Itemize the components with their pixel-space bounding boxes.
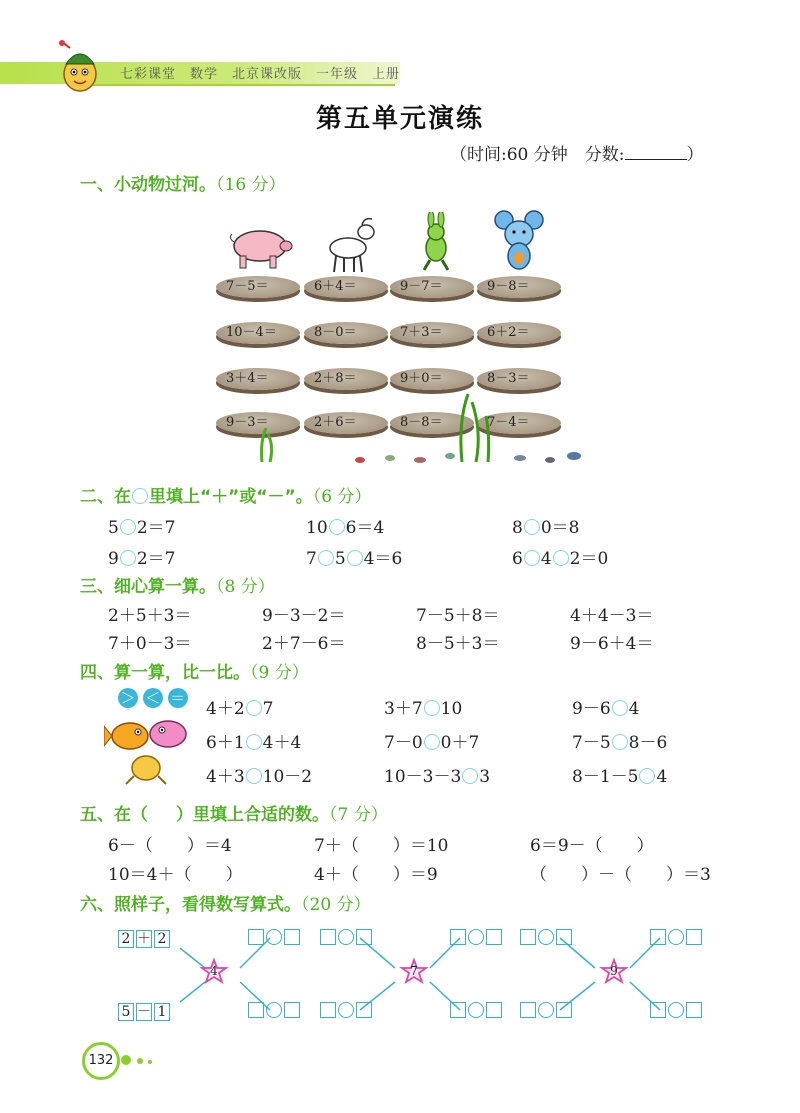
- plank-4-2: 2＋6＝: [304, 412, 388, 434]
- section-2-label-a: 二、在: [80, 487, 131, 507]
- answer-boxes[interactable]: [650, 1001, 704, 1020]
- s5-item-2-3[interactable]: （ ）－（ ）＝3: [530, 865, 711, 885]
- pig-icon: [226, 222, 296, 272]
- header-line: [90, 84, 395, 86]
- s3-item-1-3: 7－5＋8＝: [416, 606, 500, 626]
- s4-item-3-1: 4＋3 10－2: [206, 767, 313, 787]
- time-score-prefix: （时间:60 分钟 分数:: [450, 145, 625, 165]
- plank-4-1: 9－3＝: [216, 412, 300, 434]
- section-5-heading: [80, 800, 388, 825]
- section-2-points: （6 分）: [312, 487, 372, 507]
- section-4-heading: [80, 658, 309, 683]
- s2-item-1-1: 5 2＝7: [108, 518, 176, 538]
- answer-boxes[interactable]: [520, 928, 574, 947]
- plank-1-4: 9－8＝: [477, 276, 561, 298]
- answer-circle[interactable]: [612, 734, 628, 750]
- plank-2-2: 8－0＝: [304, 322, 388, 344]
- section-1-label: 一、小动物过河。: [80, 175, 216, 195]
- s3-item-2-3: 8－5＋3＝: [416, 634, 500, 654]
- fish-icon: [104, 712, 196, 788]
- time-score-suffix: ）: [686, 145, 704, 165]
- section-3-label: 三、细心算一算。: [80, 577, 216, 597]
- star-number-2: 7: [410, 964, 418, 978]
- answer-circle[interactable]: [120, 519, 136, 535]
- s3-item-2-1: 7＋0－3＝: [108, 634, 192, 654]
- s2-item-1-3: 8 0＝8: [512, 518, 580, 538]
- s4-item-2-3: 7－5 8－6: [572, 733, 668, 753]
- compare-symbols: [118, 688, 188, 708]
- section-5-points: （7 分）: [329, 805, 388, 825]
- section-6-label: 六、照样子，看得数写算式。: [80, 895, 301, 915]
- plank-4-4: 7－4＝: [477, 412, 561, 434]
- score-blank[interactable]: [625, 145, 687, 160]
- time-score-line: [450, 140, 704, 165]
- answer-boxes[interactable]: [248, 928, 302, 947]
- page-title: 第五单元演练: [315, 104, 484, 134]
- section-1-heading: [80, 170, 286, 195]
- s5-item-2-2[interactable]: 4＋（ ）＝9: [314, 865, 438, 885]
- section-4-label: 四、算一算，比一比。: [80, 663, 250, 683]
- s5-item-1-3[interactable]: 6＝9－（ ）: [530, 836, 654, 856]
- star-number-3: 9: [610, 964, 618, 978]
- s4-item-2-1: 6＋1 4＋4: [206, 733, 302, 753]
- header-text: 七彩课堂 数学 北京课改版 一年级 上册: [120, 67, 401, 82]
- s4-item-3-3: 8－1－5 4: [572, 767, 668, 787]
- s5-item-1-1[interactable]: 6－（ ）＝4: [108, 836, 232, 856]
- example-bottom: 5 － 1: [118, 1001, 172, 1021]
- answer-circle[interactable]: [246, 768, 262, 784]
- s3-item-2-2: 2＋7－6＝: [262, 634, 346, 654]
- s3-item-1-2: 9－3－2＝: [262, 606, 346, 626]
- section-2-label-b: 里填上“＋”或“－”。: [149, 487, 313, 507]
- rabbit-icon: [412, 212, 462, 274]
- answer-circle[interactable]: [347, 550, 363, 566]
- answer-circle[interactable]: [246, 700, 262, 716]
- answer-boxes[interactable]: [450, 1001, 504, 1020]
- answer-boxes[interactable]: [320, 928, 374, 947]
- dots-decoration-icon: [118, 1050, 158, 1070]
- answer-circle[interactable]: [329, 519, 345, 535]
- mouse-icon: [494, 208, 544, 272]
- answer-circle[interactable]: [639, 768, 655, 784]
- plank-1-1: 7－5＝: [216, 276, 300, 298]
- answer-circle[interactable]: [524, 550, 540, 566]
- answer-circle[interactable]: [612, 700, 628, 716]
- page-number: 132: [82, 1042, 120, 1080]
- s2-item-2-1: 9 2＝7: [108, 549, 176, 569]
- s3-item-2-4: 9－6＋4＝: [570, 634, 654, 654]
- section-5-label-b: ）里填上合适的数。: [176, 805, 329, 825]
- plank-3-4: 8－3＝: [477, 368, 561, 390]
- section-4-points: （9 分）: [250, 663, 309, 683]
- example-top: 2 ＋ 2: [118, 928, 172, 948]
- s2-item-2-3: 6 4 2＝0: [512, 549, 609, 569]
- answer-boxes[interactable]: [520, 1001, 574, 1020]
- plank-4-3: 8－8＝: [390, 412, 474, 434]
- answer-circle[interactable]: [553, 550, 569, 566]
- section-3-heading: [80, 572, 275, 597]
- plank-1-2: 6＋4＝: [304, 276, 388, 298]
- section-1-points: （16 分）: [216, 175, 286, 195]
- plank-3-2: 2＋8＝: [304, 368, 388, 390]
- s5-item-2-1[interactable]: 10＝4＋（ ）: [108, 865, 243, 885]
- s4-item-1-3: 9－6 4: [572, 699, 640, 719]
- answer-boxes[interactable]: [320, 1001, 374, 1020]
- equal-symbol: ＝: [168, 688, 188, 708]
- river-plants-icon: [250, 390, 590, 466]
- section-3-points: （8 分）: [216, 577, 275, 597]
- answer-circle[interactable]: [524, 519, 540, 535]
- plank-3-3: 9＋0＝: [390, 368, 474, 390]
- plank-3-1: 3＋4＝: [216, 368, 300, 390]
- s4-item-3-2: 10－3－3 3: [384, 767, 491, 787]
- answer-boxes[interactable]: [650, 928, 704, 947]
- section-5-label-a: 五、在（: [80, 805, 148, 825]
- plank-1-3: 9－7＝: [390, 276, 474, 298]
- circle-icon: [132, 488, 148, 504]
- mascot-icon: [52, 40, 108, 96]
- goat-icon: [322, 216, 380, 274]
- section-2-heading: [80, 482, 371, 507]
- greater-than-symbol: ＞: [118, 688, 138, 708]
- s3-item-1-4: 4＋4－3＝: [570, 606, 654, 626]
- plank-2-1: 10－4＝: [216, 322, 300, 344]
- answer-boxes[interactable]: [450, 928, 504, 947]
- answer-circle[interactable]: [462, 768, 478, 784]
- plank-2-3: 7＋3＝: [390, 322, 474, 344]
- answer-circle[interactable]: [246, 734, 262, 750]
- s4-item-1-2: 3＋7 10: [384, 699, 463, 719]
- less-than-symbol: ＜: [143, 688, 163, 708]
- s4-item-2-2: 7－0 0＋7: [384, 733, 480, 753]
- plank-2-4: 6＋2＝: [477, 322, 561, 344]
- answer-circle[interactable]: [424, 700, 440, 716]
- answer-circle[interactable]: [120, 550, 136, 566]
- s2-item-1-2: 10 6＝4: [306, 518, 385, 538]
- answer-circle[interactable]: [424, 734, 440, 750]
- section-6-heading: [80, 890, 371, 915]
- s2-item-2-2: 7 5 4＝6: [306, 549, 403, 569]
- answer-boxes[interactable]: [248, 1001, 302, 1020]
- section-6-points: （20 分）: [301, 895, 371, 915]
- s5-item-1-2[interactable]: 7＋（ ）＝10: [314, 836, 449, 856]
- star-number-1: 4: [210, 964, 218, 978]
- s3-item-1-1: 2＋5＋3＝: [108, 606, 192, 626]
- s4-item-1-1: 4＋2 7: [206, 699, 274, 719]
- answer-circle[interactable]: [318, 550, 334, 566]
